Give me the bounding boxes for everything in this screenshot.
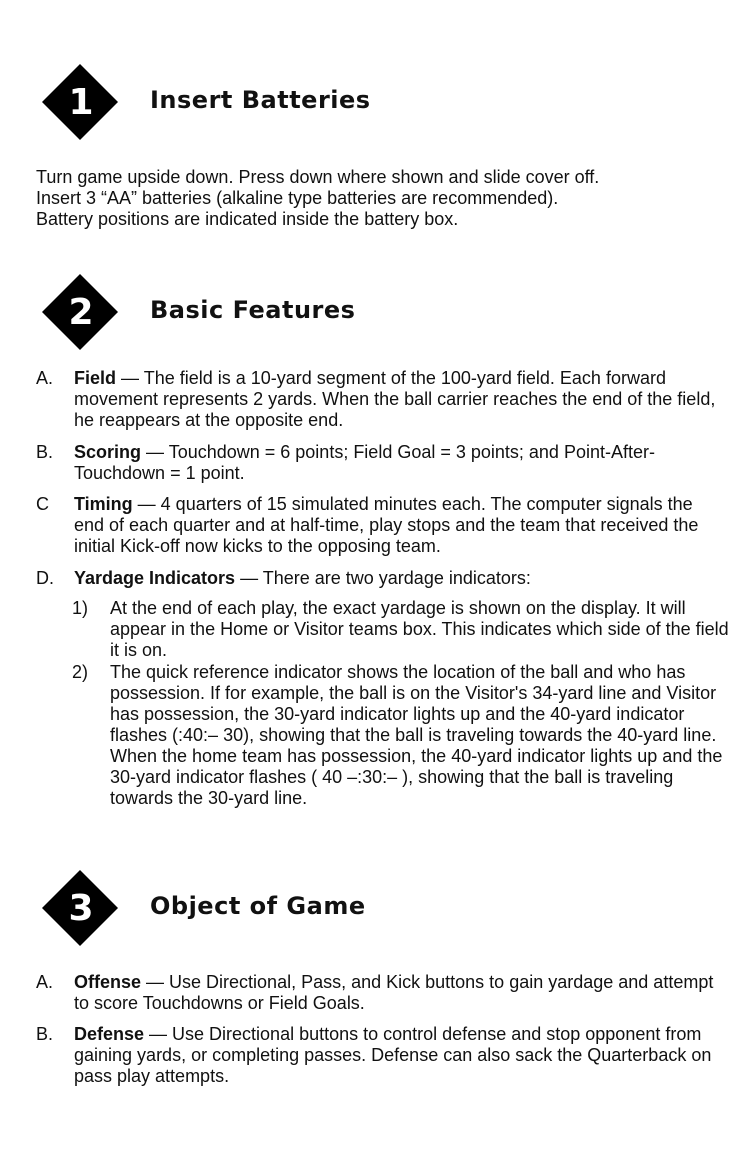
subitem-number: 2) [72,662,89,682]
item-letter: D. [36,568,54,588]
item-label: Scoring [74,442,142,462]
item-letter: B. [36,442,54,462]
item-letter: A. [36,368,54,388]
subitem-text: The quick reference indicator shows the location of the ball and who has possession. If for example, the ball is on the Visitor's 34-yard line and Visitor has possession, the 30-yard indicator lights up and the 40-yard indicator flashes (:40:– 30), showing that the ball is traveling towards the 40-yard line. When the home team has possession, the 40-yard indicator lights up and the 30-yard indicator flashes ( 40 –:30:– ), showing that the ball is traveling towards the 30-yard line. [110,662,723,808]
item-label: Timing [74,494,133,514]
section-3-title: Object of Game [150,892,366,920]
item-label: Field [74,368,117,388]
number-1-diamond-icon [40,62,120,142]
section-3-number: 3 [68,888,94,929]
item-text: — Touchdown = 6 points; Field Goal = 3 points; and Point-After-Touchdown = 1 point. [74,442,655,483]
item-label: Offense [74,972,142,992]
item-text: — Use Directional buttons to control defense and stop opponent from gaining yards, or completing passes. Defense can also sack the Quarterback on pass play attempts. [74,1024,712,1086]
item-letter: A. [36,972,54,992]
section-1-line-3: Battery positions are indicated inside the battery box. [36,209,459,229]
section-1-number: 1 [68,82,94,123]
section-1-title: Insert Batteries [150,86,371,114]
item-label: Yardage Indicators [74,568,236,588]
section-1-line-2: Insert 3 “AA” batteries (alkaline type batteries are recommended). [36,188,559,208]
section-1-text [36,167,726,230]
item-text: — Use Directional, Pass, and Kick buttons to gain yardage and attempt to score Touchdowns or Field Goals. [74,972,714,1013]
section-2-number: 2 [68,292,94,333]
section-2-title: Basic Features [150,296,356,324]
subitem-number: 1) [72,598,89,618]
item-text: — 4 quarters of 15 simulated minutes each. The computer signals the end of each quarter and at half-time, play stops and the team that received the initial Kick-off now kicks to the opposing team. [74,494,699,556]
item-text: — There are two yardage indicators: [235,568,531,588]
section-1-header [40,62,720,142]
number-2-diamond-icon [40,272,120,352]
number-3-diamond-icon [40,868,120,948]
section-2-header [40,272,720,352]
section-3-header [40,868,720,948]
section-1-line-1: Turn game upside down. Press down where shown and slide cover off. [36,167,600,187]
subitem-text: At the end of each play, the exact yardage is shown on the display. It will appear in the Home or Visitor teams box. This indicates which side of the field it is on. [110,598,729,660]
item-text: — The field is a 10-yard segment of the 100-yard field. Each forward movement represents 2 yards. When the ball carrier reaches the end of the field, he reappears at the opposite end. [74,368,716,430]
item-letter: B. [36,1024,54,1044]
item-letter: C [36,494,49,514]
item-label: Defense [74,1024,145,1044]
